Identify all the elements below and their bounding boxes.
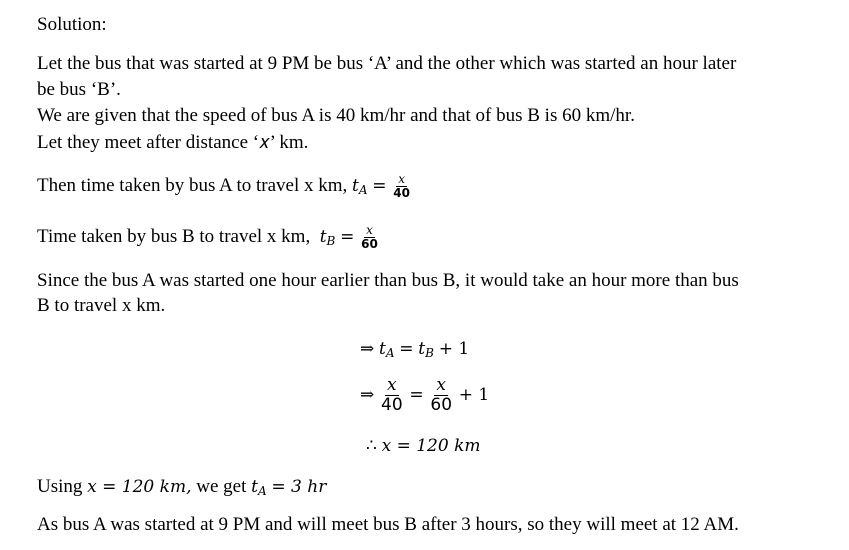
fraction-x-over-40: $\frac{x}{40}$ [393,171,410,201]
time-a-text: Then time taken by bus A to travel x km, [37,175,348,196]
implies-icon: ⇒ [360,339,375,359]
equation-3: ∴ x = 120 km [366,436,481,456]
paragraph-line: Let they meet after distance ‘𝑥’ km. [37,132,309,153]
time-a-var: $t_A$ [352,176,368,197]
paragraph-line: Since the bus A was started one hour earlier than bus B, it would take an hour more than bus [37,270,739,291]
fraction-x-over-40: $\frac{x}{40}$ [381,375,403,416]
equation-1: ⇒ $t_A = t_B + 1$ [360,339,470,360]
fraction-x-over-60: $\frac{x}{60}$ [361,222,378,252]
time-a-line [37,168,412,208]
conclusion: As bus A was started at 9 PM and will meet bus B after 3 hours, so they will meet at 12 AM. [37,514,739,535]
time-b-text: Time taken by bus B to travel x km, [37,226,311,247]
implies-icon: ⇒ [360,385,375,405]
time-b-line [37,219,380,259]
paragraph-line: B to travel x km. [37,295,166,316]
fraction-x-over-60: $\frac{x}{60}$ [430,375,453,416]
paragraph-line: be bus ‘B’. [37,79,121,100]
time-b-var: $t_B$ [319,227,336,248]
equals-sign: = [372,176,387,196]
paragraph-line: We are given that the speed of bus A is 40 km/hr and that of bus B is 60 km/hr. [37,105,635,126]
therefore-icon: ∴ [366,436,377,456]
equals-sign: = [340,227,355,247]
solution-heading: Solution: [37,14,107,35]
paragraph-line: Let the bus that was started at 9 PM be bus ‘A’ and the other which was started an hour later [37,53,737,74]
using-line: Using x = 120 km, we get $t_A = 3$ hr [37,476,327,498]
equation-2: ⇒ $\frac{x}{40}$ = $\frac{x}{60}$ + 1 [360,375,490,416]
